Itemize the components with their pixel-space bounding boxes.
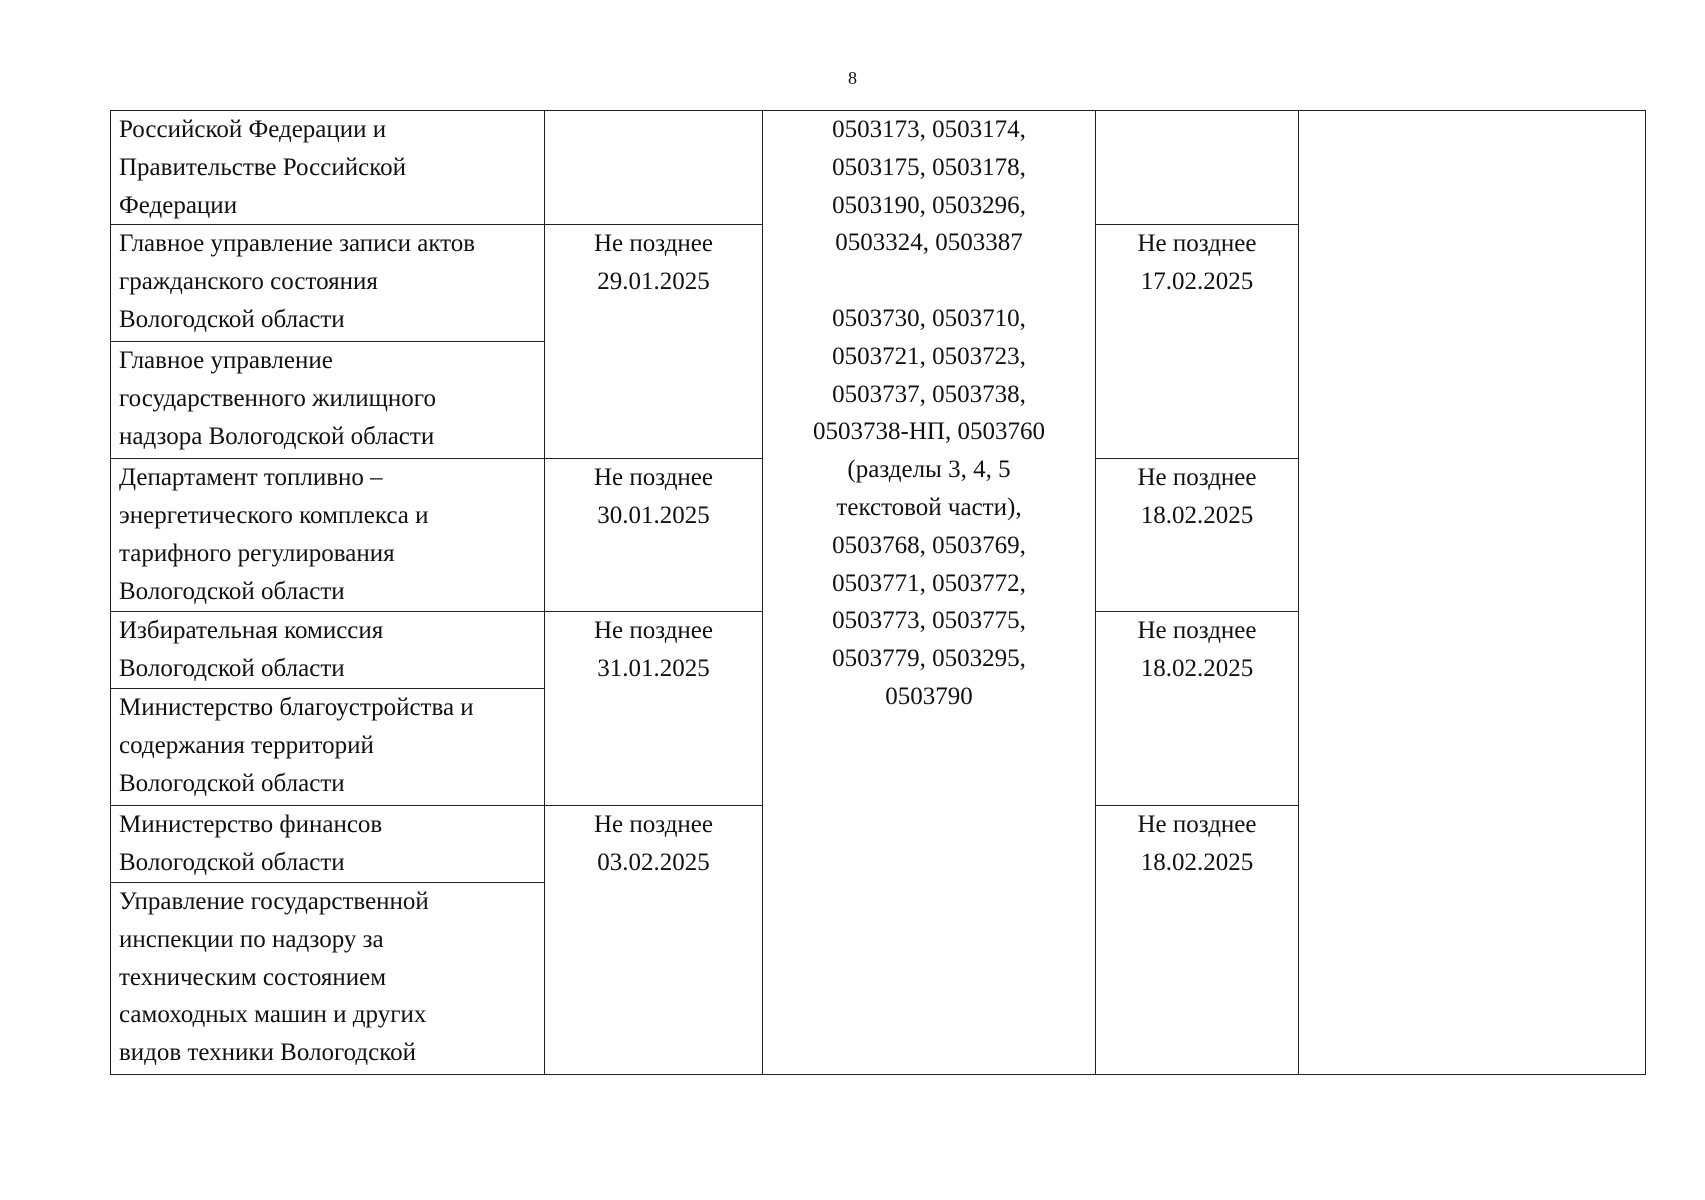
deadline-date: 17.02.2025 [1140,268,1254,296]
review-deadline-cell [1096,225,1299,459]
form-codes-line: 0503721, 0503723, [832,342,1026,370]
form-codes-line: 0503768, 0503769, [832,531,1026,559]
review-deadline-cell [1096,612,1299,806]
organization-line: Управление государственной [119,887,429,915]
form-codes-line: 0503771, 0503772, [832,569,1026,597]
blank-line [771,262,1087,300]
organization-line: Департамент топливно – [119,464,383,492]
organization-cell [111,225,545,342]
deadline-label: Не позднее [1137,617,1257,645]
review-deadline-cell [1096,805,1299,1074]
notes-cell [1299,111,1646,1075]
organization-line: Министерство благоустройства и [119,693,474,721]
organization-line: видов техники Вологодской [119,1039,416,1067]
organization-line: Российской Федерации и [119,116,387,143]
page-number: 8 [848,68,857,88]
organization-cell [111,805,545,882]
form-codes-line: текстовой части), [836,493,1022,521]
deadline-date: 18.02.2025 [1140,655,1254,683]
deadline-label: Не позднее [594,617,713,645]
form-codes-line: 0503779, 0503295, [832,645,1026,673]
organization-line: Федерации [119,191,238,219]
submission-deadline-cell [545,459,763,612]
submission-deadline-cell [545,612,763,806]
deadline-label: Не позднее [1137,230,1257,258]
review-deadline-cell [1096,111,1299,225]
deadline-label: Не позднее [1137,464,1257,492]
submission-deadline-cell [545,225,763,459]
organization-line: содержания территорий [119,731,374,759]
organization-cell [111,612,545,689]
organization-cell [111,459,545,612]
form-codes-line: 0503173, 0503174, [832,116,1026,143]
form-codes-line: (разделы 3, 4, 5 [847,456,1011,484]
review-deadline-cell [1096,459,1299,612]
organization-line: техническим состоянием [119,963,387,991]
form-codes-line: 0503738-НП, 0503760 [813,418,1045,446]
submission-deadline-cell [545,111,763,225]
organization-line: Избирательная комиссия [119,617,384,645]
organization-cell [111,342,545,459]
form-codes-line: 0503773, 0503775, [832,607,1026,635]
form-codes-line: 0503730, 0503710, [832,304,1026,332]
organization-line: тарифного регулирования [119,539,395,567]
report-forms-cell [763,111,1096,1075]
organization-line: Министерство финансов [119,810,383,838]
deadline-label: Не позднее [594,230,713,258]
organization-line: государственного жилищного [119,385,436,413]
deadline-label: Не позднее [594,810,713,838]
organization-line: надзора Вологодской области [119,422,435,450]
organization-cell [111,882,545,1074]
form-codes-line: 0503175, 0503178, [832,153,1026,181]
organization-line: Правительстве Российской [119,153,406,181]
deadline-date: 29.01.2025 [597,268,710,296]
deadline-date: 18.02.2025 [1140,502,1254,530]
form-codes-line: 0503324, 0503387 [835,229,1023,257]
report-deadlines-table [110,110,1646,1075]
deadline-label: Не позднее [1137,810,1257,838]
organization-line: инспекции по надзору за [119,925,384,953]
deadline-date: 18.02.2025 [1140,848,1254,876]
organization-line: Главное управление [119,347,333,375]
organization-cell [111,688,545,805]
organization-line: Вологодской области [119,655,345,683]
organization-line: самоходных машин и других [119,1001,427,1029]
form-codes-line: 0503790 [885,682,973,710]
deadline-date: 30.01.2025 [597,502,710,530]
form-codes-line: 0503190, 0503296, [832,191,1026,219]
organization-line: Вологодской области [119,769,345,797]
deadline-label: Не позднее [594,464,713,492]
organization-line: Вологодской области [119,305,345,333]
submission-deadline-cell [545,805,763,1074]
organization-line: Вологодской области [119,848,345,876]
organization-line: энергетического комплекса и [119,502,429,530]
deadline-date: 03.02.2025 [597,848,710,876]
organization-line: Главное управление записи актов [119,230,476,258]
organization-line: гражданского состояния [119,268,378,296]
organization-cell [111,111,545,225]
form-codes-line: 0503737, 0503738, [832,380,1026,408]
deadline-date: 31.01.2025 [597,655,710,683]
organization-line: Вологодской области [119,577,345,605]
